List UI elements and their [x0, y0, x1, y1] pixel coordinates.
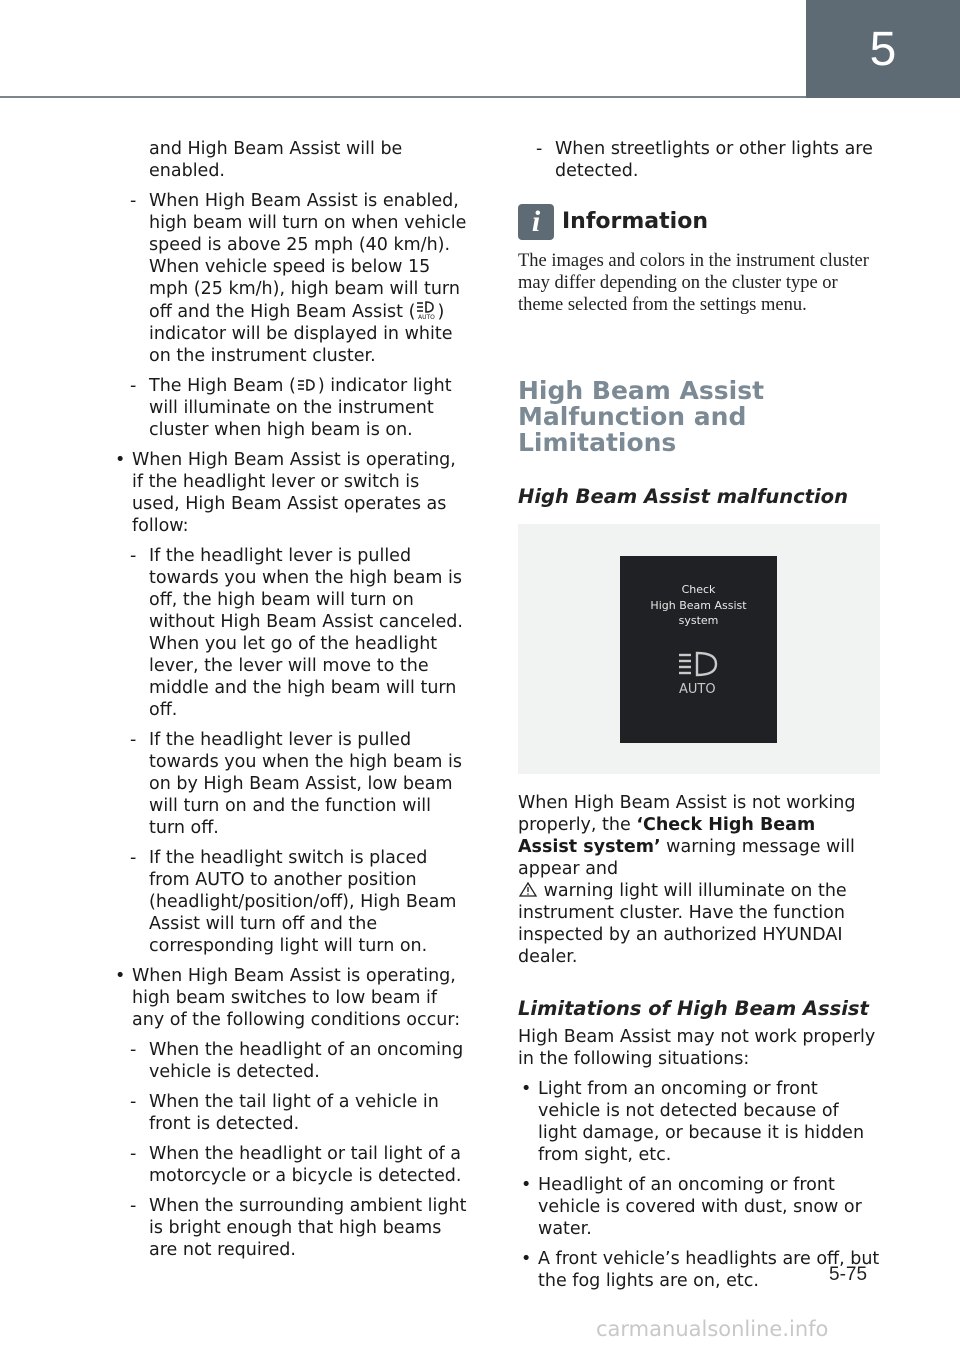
warning-message-name: ‘Check High Beam Assist system’: [518, 815, 816, 857]
bullet-item: [518, 1174, 880, 1240]
bullet-marker: •: [521, 1249, 532, 1269]
dash-text: When the tail light of a vehicle in front is detected.: [149, 1092, 439, 1134]
bullet-text: When High Beam Assist is operating, high beam switches to low beam if any of the following conditions occur:: [132, 966, 461, 1030]
dash-text: If the headlight lever is pulled towards you when the high beam is off, the high beam will turn on without High Beam Assist canceled. When you let go of the headlight lever, the lever will move to the middle and the high beam will turn off.: [149, 546, 463, 720]
bullet-marker: •: [115, 966, 126, 986]
left-column: [112, 138, 472, 1261]
bullet-item: [112, 449, 472, 537]
dash-text: If the headlight lever is pulled towards you when the high beam is on by High Beam Assist, low beam will turn on and the function will turn off.: [149, 730, 463, 838]
information-title: Information: [562, 209, 708, 234]
dash-text: When the surrounding ambient light is bright enough that high beams are not required.: [149, 1196, 467, 1260]
dash-marker: -: [130, 848, 137, 868]
malfunction-text-mid: warning message will appear and: [518, 837, 855, 879]
bullet-text: A front vehicle’s headlights are off, but the fog lights are on, etc.: [538, 1249, 880, 1291]
auto-label: AUTO: [679, 682, 716, 696]
dash-marker: -: [130, 1092, 137, 1112]
dash-item: [112, 729, 472, 839]
cluster-message-line: High Beam Assist: [650, 598, 747, 612]
dash-item: [112, 190, 472, 367]
watermark: carmanualsonline.info: [596, 1317, 829, 1341]
malfunction-text-end: warning light will illuminate on the instrument cluster. Have the function inspected by an authorized HYUNDAI dealer.: [518, 881, 847, 967]
cluster-message-line: system: [678, 614, 719, 627]
dash-item: [112, 847, 472, 957]
warning-triangle-icon: [518, 881, 538, 898]
dash-text-end: ) indicator will be displayed in white on the instrument cluster.: [149, 302, 453, 366]
dash-item: [112, 1143, 472, 1187]
malfunction-text: [518, 792, 880, 968]
malfunction-text-start: When High Beam Assist is not working properly, the: [518, 793, 856, 835]
dash-item: [112, 1091, 472, 1135]
dash-text: When the headlight of an oncoming vehicle is detected.: [149, 1040, 464, 1082]
cluster-message-line: Check: [681, 583, 716, 596]
dash-text: When the headlight or tail light of a motorcycle or a bicycle is detected.: [149, 1144, 462, 1186]
info-icon: i: [518, 204, 554, 240]
bullet-text: When High Beam Assist is operating, if the headlight lever or switch is used, High Beam Assist operates as follow:: [132, 450, 456, 536]
dash-marker: -: [130, 1196, 137, 1216]
bullet-item: [518, 1248, 880, 1292]
high-beam-assist-warning-icon: [676, 650, 722, 696]
dash-marker: -: [130, 730, 137, 750]
dash-marker: -: [130, 1144, 137, 1164]
dash-text: If the headlight switch is placed from AUTO to another position (headlight/position/off), High Beam Assist will turn off and the corresponding light will turn on.: [149, 848, 457, 956]
page-number: 5-75: [829, 1264, 868, 1285]
information-header: [518, 204, 880, 240]
high-beam-icon: [296, 376, 318, 394]
limitations-intro: High Beam Assist may not work properly in the following situations:: [518, 1027, 876, 1069]
dash-item: [112, 1195, 472, 1261]
bullet-text: Light from an oncoming or front vehicle is not detected because of light damage, or because it is hidden from sight, etc.: [538, 1079, 865, 1165]
chapter-number: 5: [869, 22, 897, 76]
dash-item: [112, 545, 472, 721]
malfunction-heading: High Beam Assist malfunction: [518, 485, 848, 508]
cluster-message: [620, 582, 777, 629]
dash-marker: -: [130, 191, 137, 211]
svg-text:AUTO: AUTO: [418, 314, 436, 320]
bullet-marker: •: [521, 1175, 532, 1195]
bullet-item: [518, 1078, 880, 1166]
dash-item: [518, 138, 880, 182]
continuation-text: and High Beam Assist will be enabled.: [149, 139, 403, 181]
cluster-screen: [620, 556, 777, 743]
section-heading: High Beam Assist Malfunction and Limitations: [518, 376, 765, 457]
high-beam-assist-icon: [415, 300, 437, 320]
dash-marker: -: [130, 1040, 137, 1060]
header-rule: [0, 96, 806, 98]
dash-marker: -: [130, 546, 137, 566]
dash-marker: -: [536, 139, 543, 159]
information-text: The images and colors in the instrument cluster may differ depending on the cluster type or theme selected from the settings menu.: [518, 251, 869, 315]
dash-text: When streetlights or other lights are detected.: [555, 139, 873, 181]
chapter-tab: [806, 0, 960, 98]
right-column: [518, 138, 880, 1292]
dash-item: [112, 1039, 472, 1083]
dash-marker: -: [130, 376, 137, 396]
bullet-text: Headlight of an oncoming or front vehicle is covered with dust, snow or water.: [538, 1175, 862, 1239]
cluster-figure: [518, 524, 880, 774]
bullet-marker: •: [521, 1079, 532, 1099]
limitations-heading: Limitations of High Beam Assist: [518, 997, 869, 1020]
dash-text: When High Beam Assist is enabled, high beam will turn on when vehicle speed is above 25 mph (40 km/h). When vehicle speed is below 15 mph (25 km/h), high beam will turn off and the High Beam Assist (: [149, 191, 467, 322]
bullet-item: [112, 965, 472, 1031]
bullet-marker: •: [115, 450, 126, 470]
dash-item: [112, 375, 472, 441]
dash-text: The High Beam (: [149, 376, 296, 396]
dash-text-end: ) indicator light will illuminate on the instrument cluster when high beam is on.: [149, 376, 452, 440]
